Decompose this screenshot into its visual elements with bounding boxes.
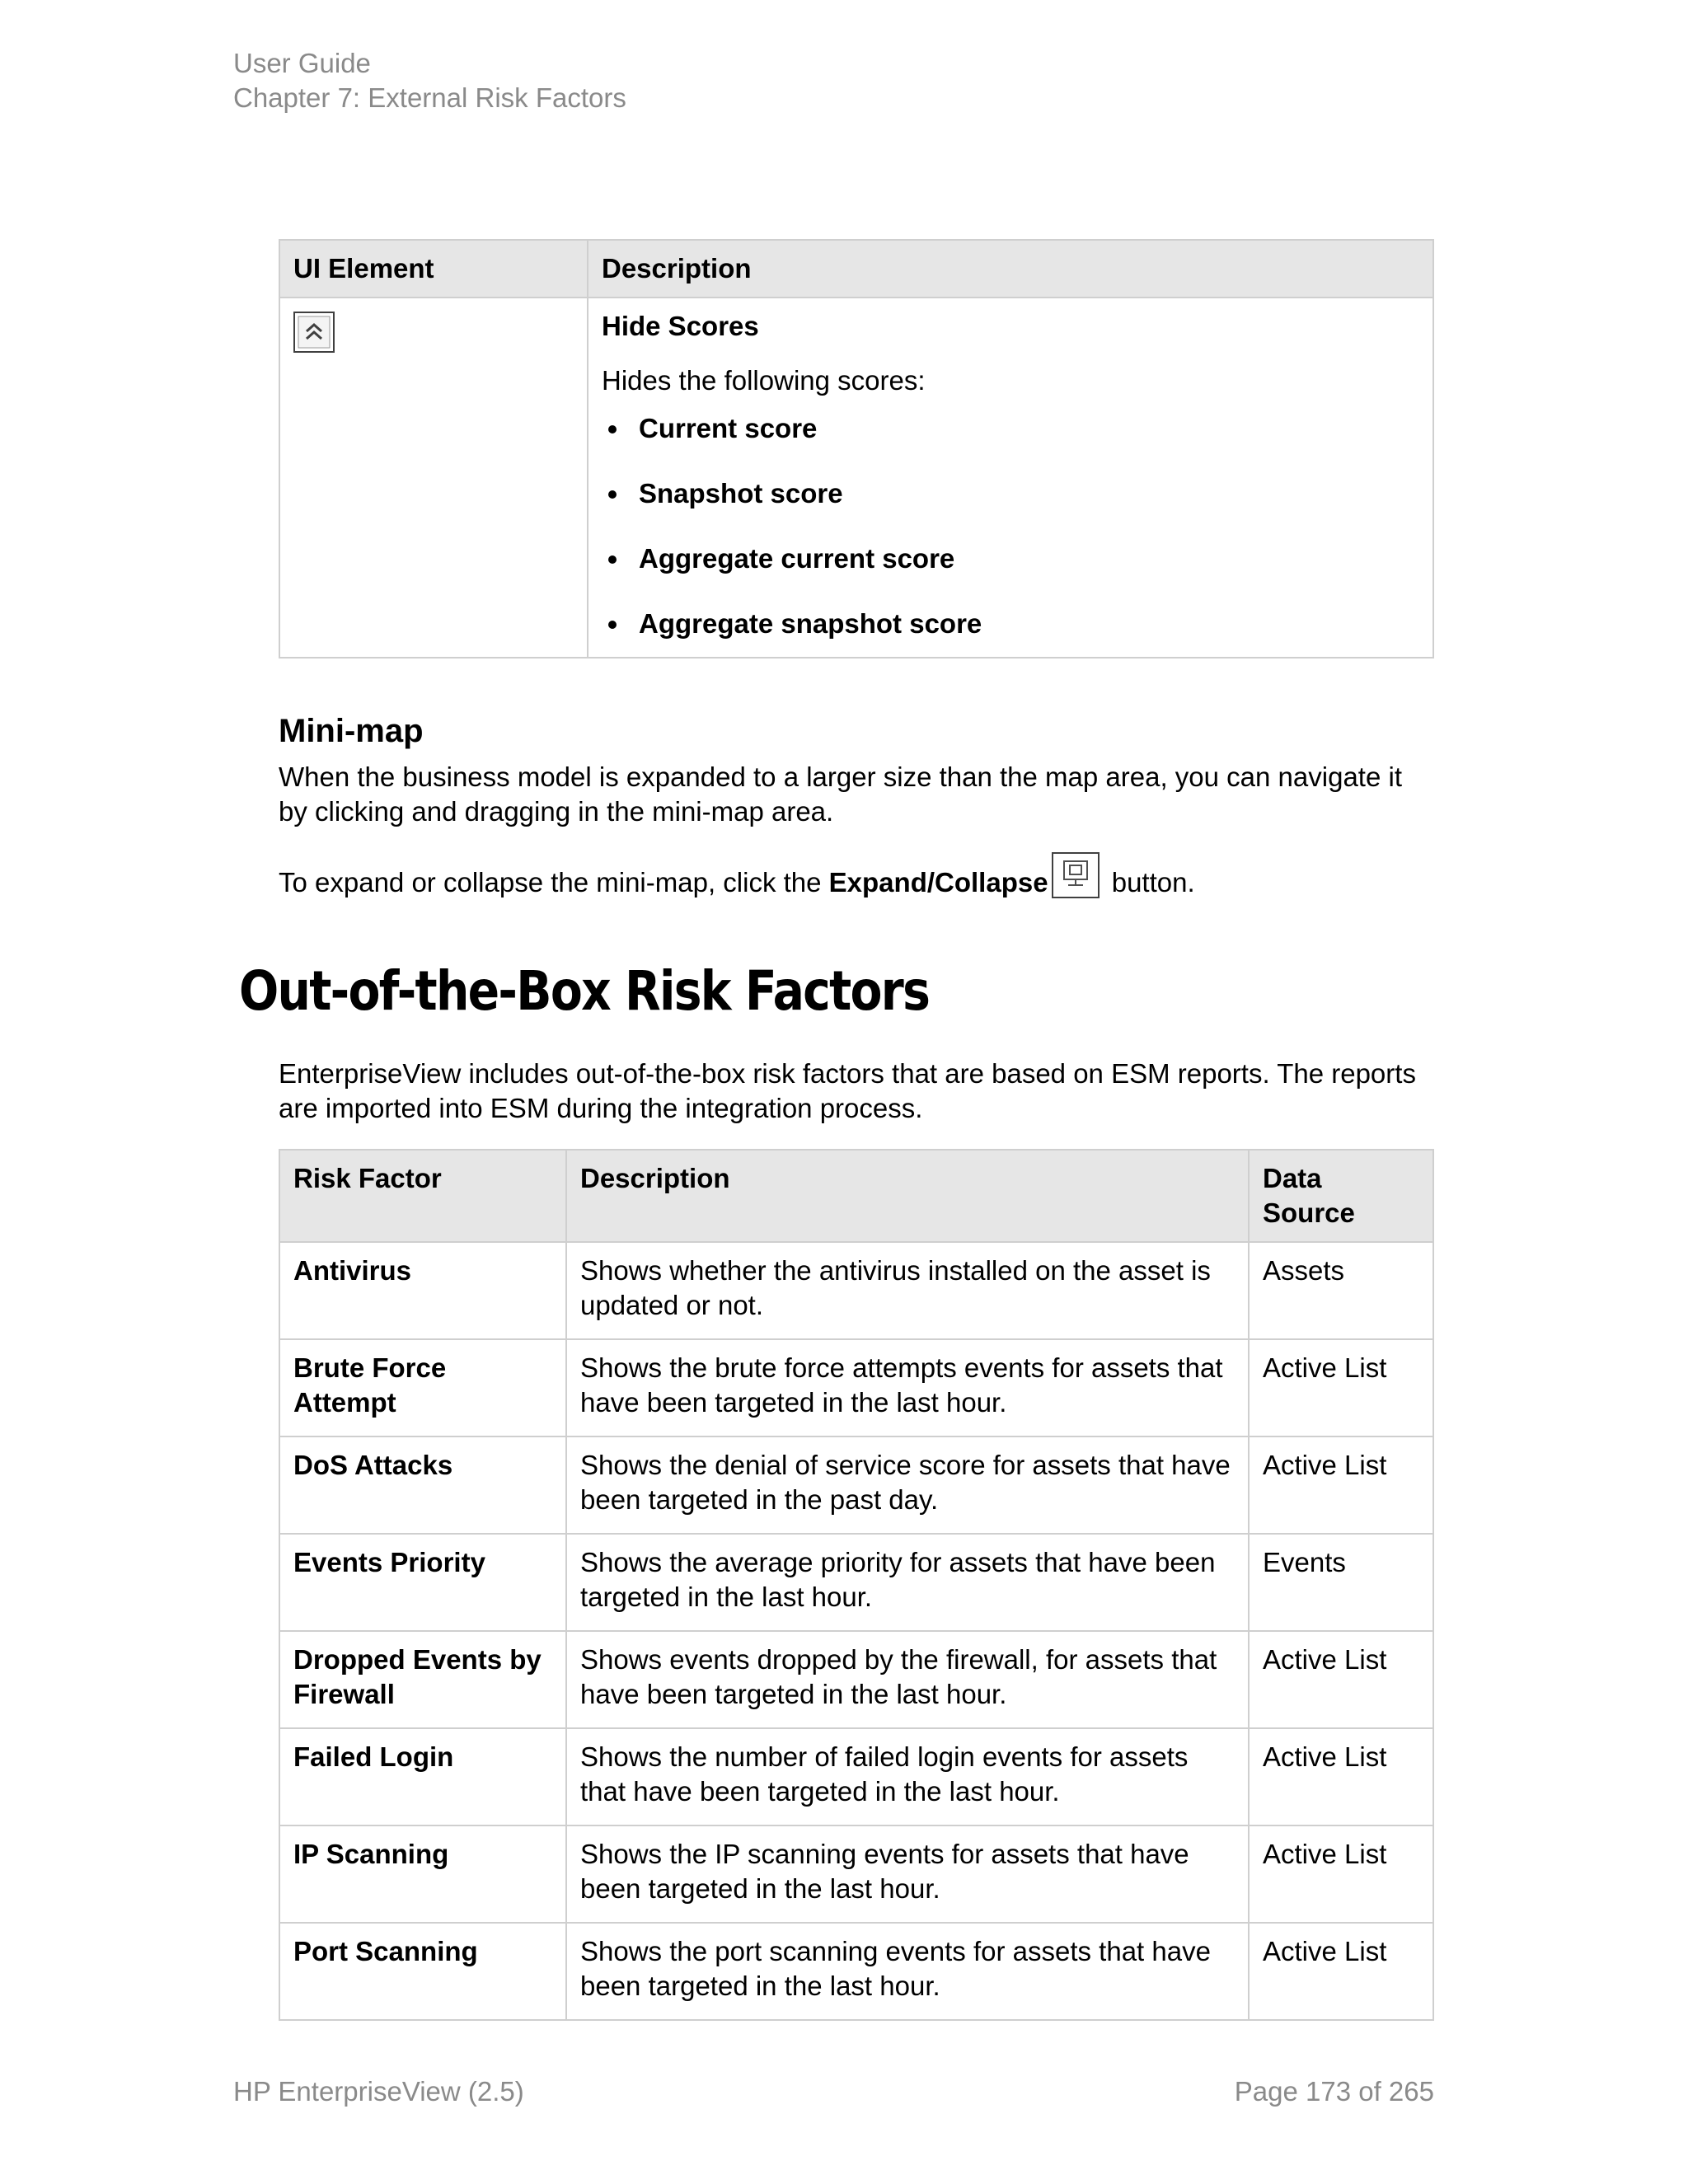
running-header bbox=[233, 46, 626, 115]
risk-factor-source: Active List bbox=[1249, 1436, 1433, 1534]
description-cell bbox=[588, 298, 1433, 658]
table-row bbox=[279, 1825, 1433, 1923]
risk-factor-source: Events bbox=[1249, 1534, 1433, 1631]
risk-factor-source: Active List bbox=[1249, 1923, 1433, 2020]
ui-element-cell bbox=[279, 298, 588, 658]
risk-factor-name: IP Scanning bbox=[279, 1825, 566, 1923]
risk-factor-description: Shows the IP scanning events for assets that have been targeted in the last hour. bbox=[566, 1825, 1249, 1923]
table-header-row bbox=[279, 1150, 1433, 1242]
column-header-description: Description bbox=[588, 240, 1433, 298]
minimap-heading: Mini-map bbox=[279, 713, 424, 749]
risk-factor-source: Active List bbox=[1249, 1631, 1433, 1728]
ui-element-table bbox=[279, 239, 1434, 658]
hidden-scores-list bbox=[602, 411, 1419, 641]
risk-factor-description: Shows the brute force attempts events for assets that have been targeted in the last hour. bbox=[566, 1339, 1249, 1436]
risk-factor-name: Failed Login bbox=[279, 1728, 566, 1825]
table-row bbox=[279, 1631, 1433, 1728]
table-row bbox=[279, 1436, 1433, 1534]
list-item: Snapshot score bbox=[602, 476, 1419, 511]
table-row bbox=[279, 1242, 1433, 1339]
header-chapter-title: Chapter 7: External Risk Factors bbox=[233, 82, 626, 113]
risk-factor-description: Shows events dropped by the firewall, for assets that have been targeted in the last hour. bbox=[566, 1631, 1249, 1728]
expand-text-after: button. bbox=[1104, 867, 1195, 898]
risk-factor-name: Port Scanning bbox=[279, 1923, 566, 2020]
risk-factor-source: Assets bbox=[1249, 1242, 1433, 1339]
collapse-up-icon bbox=[293, 312, 335, 353]
table-row bbox=[279, 1534, 1433, 1631]
minimap-expand-paragraph bbox=[279, 852, 1434, 900]
risk-factor-description: Shows whether the antivirus installed on the asset is updated or not. bbox=[566, 1242, 1249, 1339]
risk-factor-name: Brute Force Attempt bbox=[279, 1339, 566, 1436]
risk-factor-table bbox=[279, 1149, 1434, 2021]
table-row bbox=[279, 1339, 1433, 1436]
footer-product: HP EnterpriseView (2.5) bbox=[233, 2076, 524, 2107]
column-header-risk-factor: Risk Factor bbox=[279, 1150, 566, 1242]
hide-scores-title: Hide Scores bbox=[602, 311, 759, 341]
column-header-description: Description bbox=[566, 1150, 1249, 1242]
section-intro: EnterpriseView includes out-of-the-box risk factors that are based on ESM reports. The reports are imported into ESM during the integration process. bbox=[279, 1058, 1416, 1123]
table-row bbox=[279, 1923, 1433, 2020]
section-heading: Out-of-the-Box Risk Factors bbox=[239, 959, 930, 1023]
column-header-data-source: Data Source bbox=[1249, 1150, 1433, 1242]
risk-factor-name: Antivirus bbox=[279, 1242, 566, 1339]
table-row bbox=[279, 298, 1433, 658]
header-guide-title: User Guide bbox=[233, 48, 371, 78]
risk-factor-name: Dropped Events by Firewall bbox=[279, 1631, 566, 1728]
table-row bbox=[279, 1728, 1433, 1825]
list-item: Aggregate snapshot score bbox=[602, 607, 1419, 641]
risk-factor-description: Shows the number of failed login events for assets that have been targeted in the last hour. bbox=[566, 1728, 1249, 1825]
risk-factor-source: Active List bbox=[1249, 1825, 1433, 1923]
risk-factor-name: Events Priority bbox=[279, 1534, 566, 1631]
hide-scores-intro: Hides the following scores: bbox=[602, 365, 926, 396]
list-item: Aggregate current score bbox=[602, 541, 1419, 576]
column-header-ui-element: UI Element bbox=[279, 240, 588, 298]
list-item: Current score bbox=[602, 411, 1419, 446]
risk-factor-description: Shows the port scanning events for assets that have been targeted in the last hour. bbox=[566, 1923, 1249, 2020]
minimap-paragraph: When the business model is expanded to a larger size than the map area, you can navigate it by clicking and dragging in the mini-map area. bbox=[279, 762, 1402, 827]
risk-factor-name: DoS Attacks bbox=[279, 1436, 566, 1534]
footer-page-number: Page 173 of 265 bbox=[1234, 2076, 1434, 2107]
table-header-row bbox=[279, 240, 1433, 298]
expand-text-before: To expand or collapse the mini-map, click the bbox=[279, 867, 829, 898]
risk-factor-source: Active List bbox=[1249, 1339, 1433, 1436]
risk-factor-description: Shows the average priority for assets that have been targeted in the last hour. bbox=[566, 1534, 1249, 1631]
risk-factor-description: Shows the denial of service score for assets that have been targeted in the past day. bbox=[566, 1436, 1249, 1534]
minimap-toggle-icon bbox=[1052, 852, 1100, 898]
expand-collapse-label: Expand/Collapse bbox=[828, 867, 1048, 898]
risk-factor-source: Active List bbox=[1249, 1728, 1433, 1825]
